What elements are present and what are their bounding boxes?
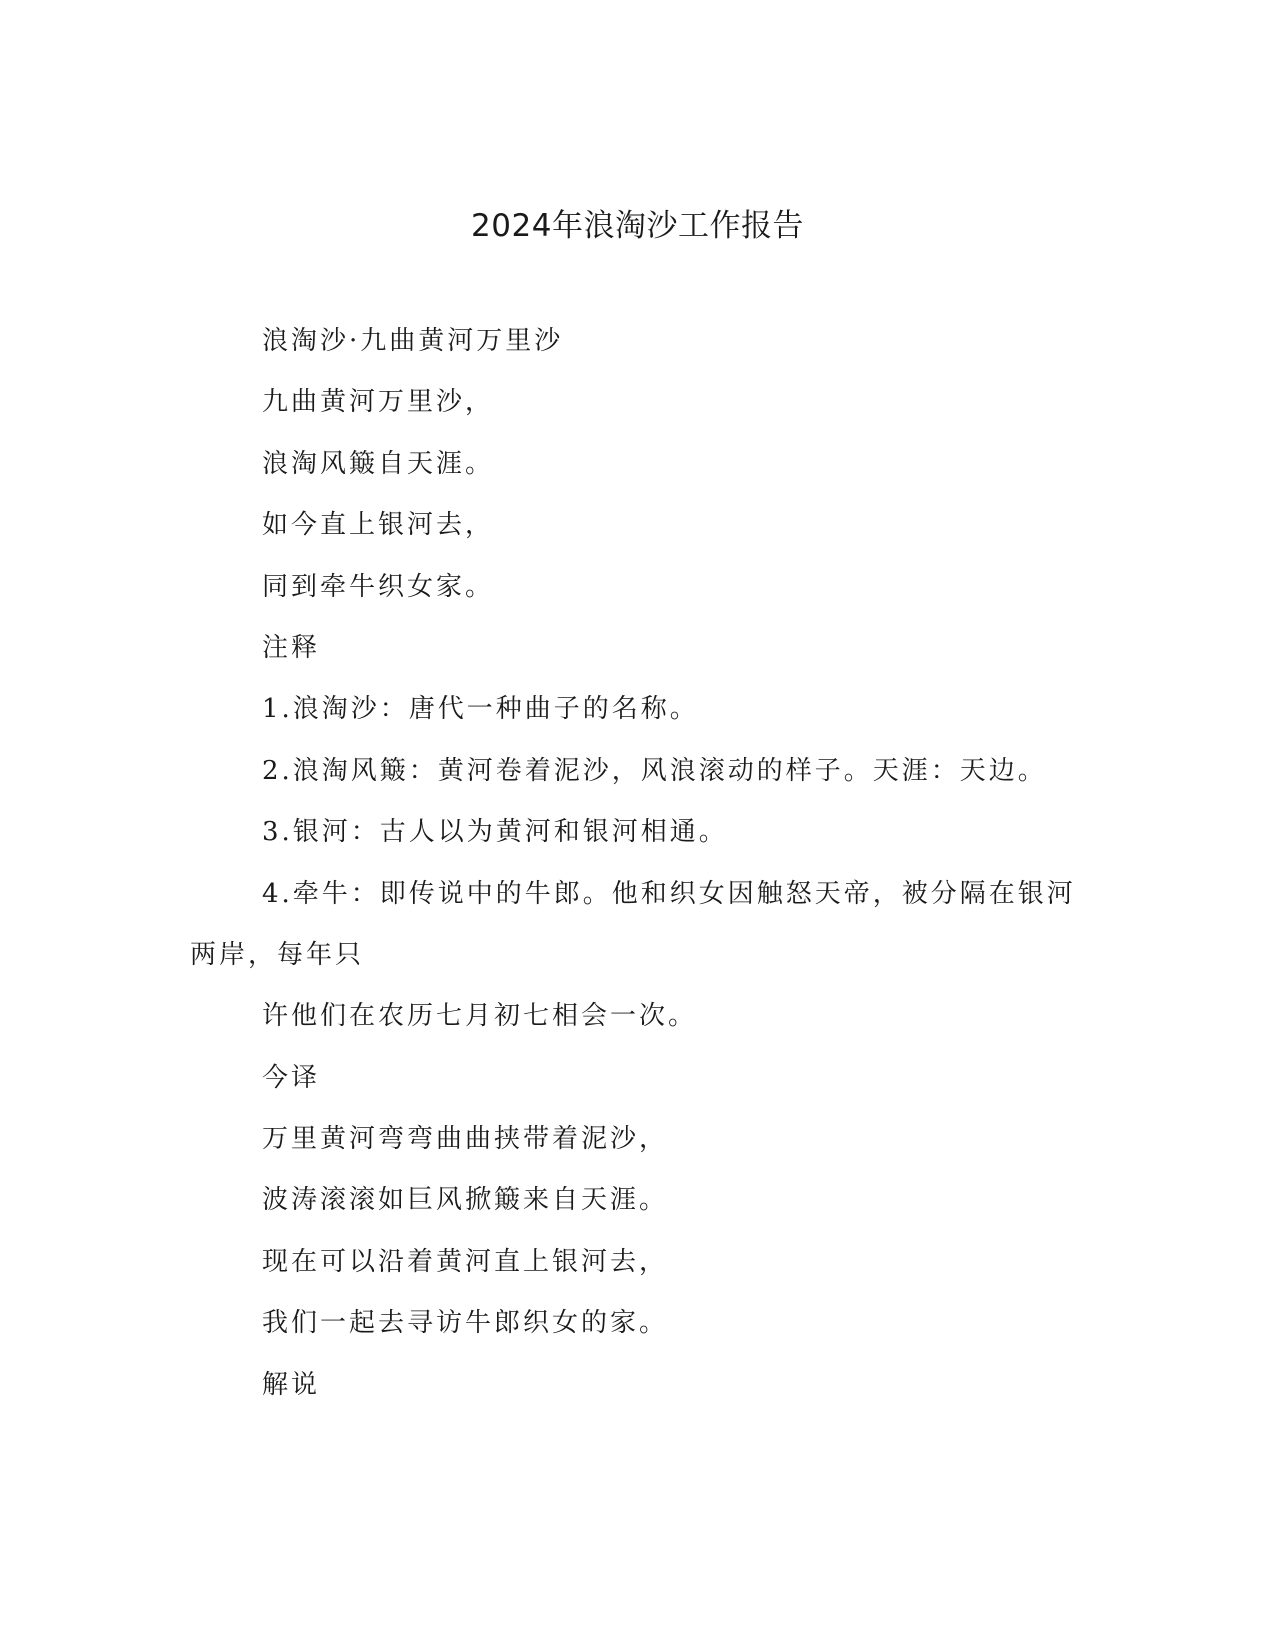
poem-line-1: 九曲黄河万里沙， <box>262 387 495 418</box>
poem-title-line: 浪淘沙·九曲黄河万里沙 <box>262 326 564 356</box>
poem-line-3: 如今直上银河去， <box>262 510 495 541</box>
commentary-heading: 解说 <box>262 1369 321 1400</box>
annotation-item-1: 1.浪淘沙：唐代一种曲子的名称。 <box>262 694 699 725</box>
document-body <box>0 327 1275 1432</box>
poem-line-4: 同到牵牛织女家。 <box>262 571 495 602</box>
annotation-item-4-continued-2: 许他们在农历七月初七相会一次。 <box>262 1001 698 1032</box>
document-title: 2024年浪淘沙工作报告 <box>471 208 804 244</box>
annotation-item-4: 4.牵牛：即传说中的牛郎。他和织女因触怒天帝，被分隔在银河 <box>262 878 1076 909</box>
annotation-heading: 注释 <box>262 632 321 663</box>
translation-line-1: 万里黄河弯弯曲曲挟带着泥沙， <box>262 1124 669 1155</box>
translation-heading: 今译 <box>262 1062 321 1093</box>
translation-line-2: 波涛滚滚如巨风掀簸来自天涯。 <box>262 1185 669 1216</box>
annotation-item-4-continued: 两岸，每年只 <box>190 939 365 970</box>
annotation-item-2: 2.浪淘风簸：黄河卷着泥沙，风浪滚动的样子。天涯：天边。 <box>262 755 1047 786</box>
annotation-item-3: 3.银河：古人以为黄河和银河相通。 <box>262 817 728 848</box>
translation-line-4: 我们一起去寻访牛郎织女的家。 <box>262 1308 669 1339</box>
translation-line-3: 现在可以沿着黄河直上银河去， <box>262 1246 669 1277</box>
poem-line-2: 浪淘风簸自天涯。 <box>262 448 495 479</box>
